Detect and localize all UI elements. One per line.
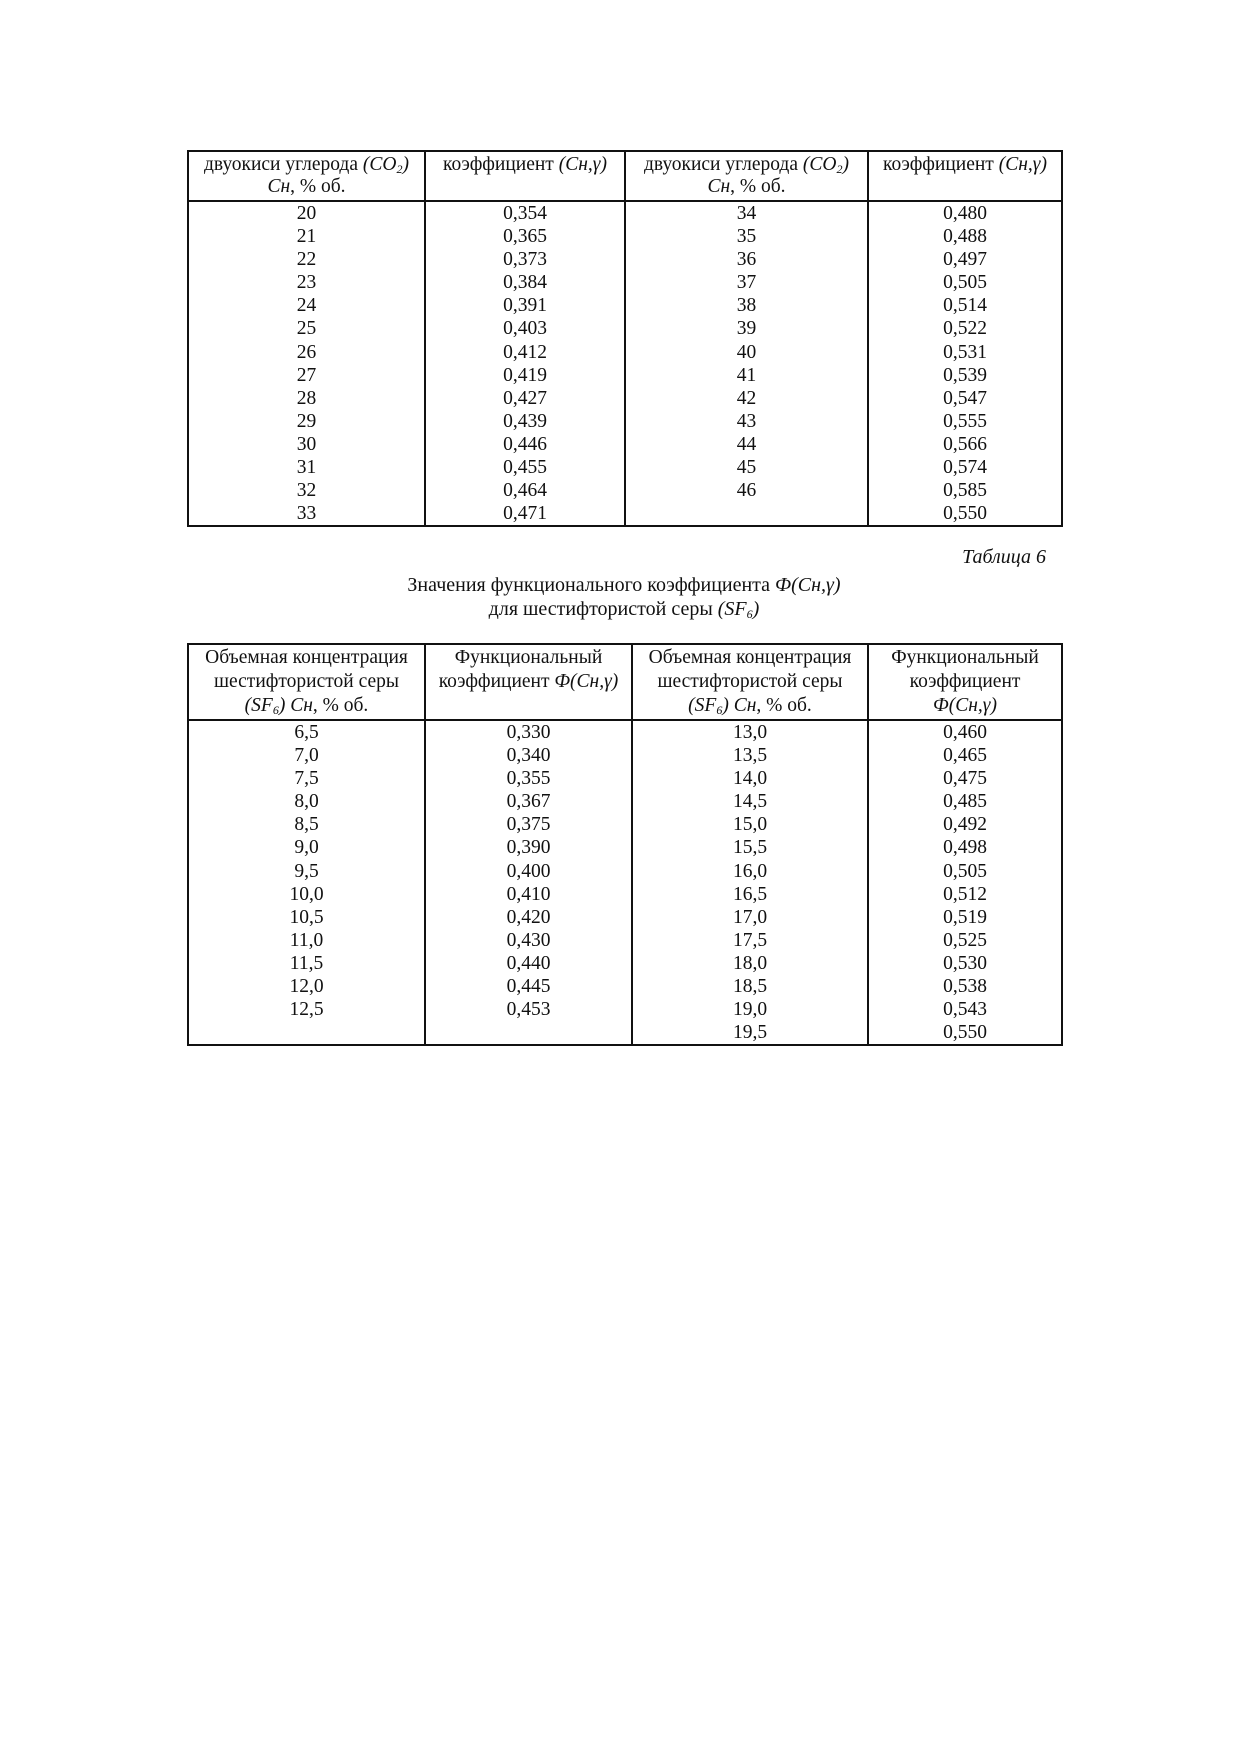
table-cell: 32: [188, 479, 425, 502]
header-coefficient: коэффициент (Cн,γ): [425, 151, 625, 201]
table-cell: 15,5: [632, 836, 868, 859]
table-cell: 46: [625, 479, 868, 502]
table-cell: 0,455: [425, 456, 625, 479]
table-cell: [625, 502, 868, 526]
table-cell: 36: [625, 248, 868, 271]
table-cell: 0,550: [868, 502, 1062, 526]
table-cell: 0,514: [868, 294, 1062, 317]
table-cell: 0,471: [425, 502, 625, 526]
table-cell: [188, 1021, 425, 1045]
table-cell: 16,5: [632, 883, 868, 906]
table-row: [188, 720, 1062, 744]
table-caption: Значения функционального коэффициента Ф(Cн,γ) для шестифтористой серы $(SF_6)$: [407, 574, 841, 621]
table-row: [188, 502, 1062, 526]
table-cell: 20: [188, 201, 425, 225]
table-cell: 0,566: [868, 433, 1062, 456]
table-number: Таблица 6: [962, 546, 1046, 568]
table-cell: 9,5: [188, 860, 425, 883]
table-cell: 0,464: [425, 479, 625, 502]
table-cell: 10,5: [188, 906, 425, 929]
table-cell: 0,497: [868, 248, 1062, 271]
table-cell: 0,440: [425, 952, 632, 975]
table-cell: 27: [188, 364, 425, 387]
table-cell: 26: [188, 341, 425, 364]
table-cell: 8,5: [188, 813, 425, 836]
table-cell: 40: [625, 341, 868, 364]
table-cell: 18,0: [632, 952, 868, 975]
table-row: [188, 883, 1062, 906]
table-cell: 0,539: [868, 364, 1062, 387]
table-row: [188, 906, 1062, 929]
table-cell: 0,585: [868, 479, 1062, 502]
header-functional-coefficient: Функциональный коэффициент Ф(Cн,γ): [425, 644, 632, 720]
table-row: [188, 836, 1062, 859]
table-cell: 0,365: [425, 225, 625, 248]
table-cell: 8,0: [188, 790, 425, 813]
table-cell: 24: [188, 294, 425, 317]
table-cell: 0,400: [425, 860, 632, 883]
table-row: [188, 952, 1062, 975]
table-cell: 0,410: [425, 883, 632, 906]
table-cell: 0,522: [868, 317, 1062, 340]
table-cell: 0,505: [868, 271, 1062, 294]
table-cell: 16,0: [632, 860, 868, 883]
table-cell: 31: [188, 456, 425, 479]
table-row: [188, 294, 1062, 317]
table-cell: 0,420: [425, 906, 632, 929]
table-cell: 44: [625, 433, 868, 456]
table-row: [188, 201, 1062, 225]
table-cell: 0,412: [425, 341, 625, 364]
table-cell: 0,340: [425, 744, 632, 767]
table-cell: 0,403: [425, 317, 625, 340]
table-cell: 17,5: [632, 929, 868, 952]
table-cell: 19,5: [632, 1021, 868, 1045]
table-row: [188, 271, 1062, 294]
table-row: [188, 790, 1062, 813]
table-cell: 0,354: [425, 201, 625, 225]
table-cell: 28: [188, 387, 425, 410]
table-cell: 25: [188, 317, 425, 340]
table-cell: 18,5: [632, 975, 868, 998]
table-cell: 0,531: [868, 341, 1062, 364]
header-sf6-concentration: Объемная концентрация шестифтористой серы $(SF_6)$ Cн, % об.: [188, 644, 425, 720]
table-cell: 29: [188, 410, 425, 433]
table-cell: 6,5: [188, 720, 425, 744]
table-row: [188, 341, 1062, 364]
table-cell: 30: [188, 433, 425, 456]
table-header-row: [188, 644, 1062, 720]
table-cell: 0,427: [425, 387, 625, 410]
table-cell: 0,460: [868, 720, 1062, 744]
table-cell: 0,475: [868, 767, 1062, 790]
sf6-coefficient-table: [187, 643, 1063, 1046]
table-cell: 0,419: [425, 364, 625, 387]
header-sf6-concentration: Объемная концентрация шестифтористой серы $(SF_6)$ Cн, % об.: [632, 644, 868, 720]
table-row: [188, 998, 1062, 1021]
table-row: [188, 456, 1062, 479]
table-cell: 37: [625, 271, 868, 294]
table-row: [188, 744, 1062, 767]
co2-coefficient-table: [187, 150, 1063, 527]
table-cell: 0,355: [425, 767, 632, 790]
table-cell: 42: [625, 387, 868, 410]
table-cell: 0,488: [868, 225, 1062, 248]
table-cell: [425, 1021, 632, 1045]
table-cell: 41: [625, 364, 868, 387]
table-cell: 17,0: [632, 906, 868, 929]
table-cell: 0,538: [868, 975, 1062, 998]
table-cell: 35: [625, 225, 868, 248]
table-cell: 0,530: [868, 952, 1062, 975]
header-co2-concentration: двуокиси углерода $(CO_2)$ Cн, % об.: [625, 151, 868, 201]
table-cell: 11,0: [188, 929, 425, 952]
sf6-table-body: [188, 720, 1062, 1045]
table-row: [188, 225, 1062, 248]
table-cell: 11,5: [188, 952, 425, 975]
table-cell: 22: [188, 248, 425, 271]
table-cell: 12,0: [188, 975, 425, 998]
table-cell: 0,330: [425, 720, 632, 744]
table-cell: 0,430: [425, 929, 632, 952]
table-row: [188, 479, 1062, 502]
table-cell: 7,0: [188, 744, 425, 767]
table-cell: 0,550: [868, 1021, 1062, 1045]
table-cell: 45: [625, 456, 868, 479]
table-cell: 13,5: [632, 744, 868, 767]
header-functional-coefficient: Функциональный коэффициент Ф(Cн,γ): [868, 644, 1062, 720]
table-cell: 43: [625, 410, 868, 433]
table-cell: 14,0: [632, 767, 868, 790]
table-cell: 0,519: [868, 906, 1062, 929]
table-cell: 13,0: [632, 720, 868, 744]
table-cell: 21: [188, 225, 425, 248]
table-row: [188, 767, 1062, 790]
table-cell: 0,492: [868, 813, 1062, 836]
table-cell: 0,498: [868, 836, 1062, 859]
table-cell: 34: [625, 201, 868, 225]
table-row: [188, 433, 1062, 456]
table-cell: 0,525: [868, 929, 1062, 952]
table-cell: 23: [188, 271, 425, 294]
table-row: [188, 317, 1062, 340]
table-cell: 0,512: [868, 883, 1062, 906]
table-cell: 0,485: [868, 790, 1062, 813]
table-cell: 0,445: [425, 975, 632, 998]
table-cell: 0,555: [868, 410, 1062, 433]
table-cell: 0,543: [868, 998, 1062, 1021]
table-cell: 33: [188, 502, 425, 526]
table-cell: 38: [625, 294, 868, 317]
table-row: [188, 1021, 1062, 1045]
table-row: [188, 387, 1062, 410]
table-row: [188, 410, 1062, 433]
table-cell: 9,0: [188, 836, 425, 859]
table-row: [188, 364, 1062, 387]
table-cell: 0,547: [868, 387, 1062, 410]
header-co2-concentration: двуокиси углерода $(CO_2)$ Cн, % об.: [188, 151, 425, 201]
table-cell: 0,367: [425, 790, 632, 813]
table-cell: 0,384: [425, 271, 625, 294]
table-cell: 0,453: [425, 998, 632, 1021]
table-cell: 19,0: [632, 998, 868, 1021]
table-header-row: [188, 151, 1062, 201]
table-cell: 0,439: [425, 410, 625, 433]
table-row: [188, 813, 1062, 836]
header-coefficient: коэффициент (Cн,γ): [868, 151, 1062, 201]
table-cell: 10,0: [188, 883, 425, 906]
table-cell: 12,5: [188, 998, 425, 1021]
table-cell: 0,375: [425, 813, 632, 836]
table-row: [188, 929, 1062, 952]
table-row: [188, 248, 1062, 271]
table-cell: 0,505: [868, 860, 1062, 883]
table-cell: 15,0: [632, 813, 868, 836]
table-row: [188, 860, 1062, 883]
table-cell: 0,390: [425, 836, 632, 859]
table-cell: 0,574: [868, 456, 1062, 479]
table-cell: 0,480: [868, 201, 1062, 225]
table-cell: 0,446: [425, 433, 625, 456]
table-cell: 7,5: [188, 767, 425, 790]
table-cell: 0,373: [425, 248, 625, 271]
table-cell: 14,5: [632, 790, 868, 813]
co2-table-body: [188, 201, 1062, 526]
table-row: [188, 975, 1062, 998]
table-cell: 0,465: [868, 744, 1062, 767]
table-cell: 39: [625, 317, 868, 340]
table-cell: 0,391: [425, 294, 625, 317]
